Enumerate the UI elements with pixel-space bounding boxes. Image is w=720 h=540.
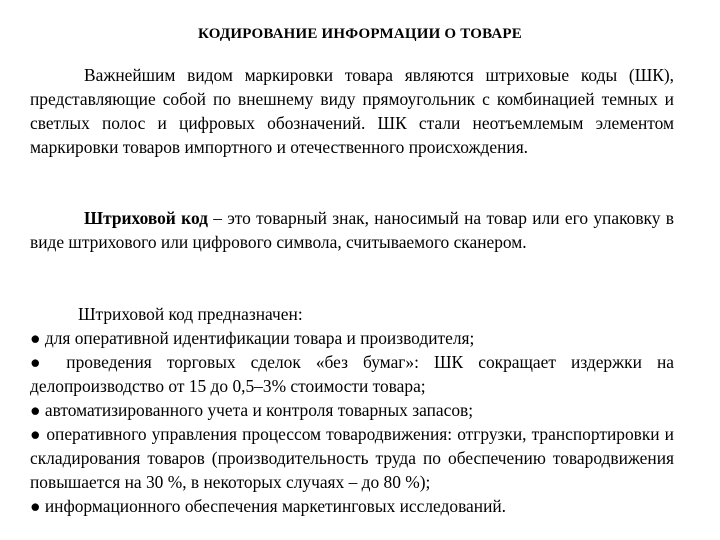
list-item: ● для оперативной идентификации товара и производителя; — [30, 328, 475, 348]
definition-paragraph — [30, 206, 674, 254]
list-item: ● оперативного управления процессом товародвижения: отгрузки, транспортировки и складирования товаров (производительность труда по обеспечению товародвижения повышается на 30 %, в некоторых случаях – до 80 %); — [30, 424, 674, 492]
list-item: ● автоматизированного учета и контроля товарных запасов; — [30, 400, 474, 420]
purpose-section — [30, 302, 674, 518]
intro-paragraph: Важнейшим видом маркировки товара являются штриховые коды (ШК), представляющие собой по внешнему виду прямоугольник с комбинацией темных и светлых полос и цифровых обозначений. ШК стали неотъемлемым элементом маркировки товаров импортного и отечественного происхождения. — [30, 65, 674, 157]
definition-text: – это товарный знак, наносимый на товар или его упаковку в виде штрихового или цифрового символа, считываемого сканером. — [30, 208, 674, 252]
page-title: КОДИРОВАНИЕ ИНФОРМАЦИИ О ТОВАРЕ — [198, 26, 522, 42]
definition-term: Штриховой код — [84, 208, 208, 228]
list-item: ● проведения торговых сделок «без бумаг»: ШК сокращает издержки на делопроизводство от 15 до 0,5–3% стоимости товара; — [30, 352, 674, 396]
list-item: ● информационного обеспечения маркетинговых исследований. — [30, 496, 507, 516]
purpose-lead: Штриховой код предназначен: — [78, 304, 303, 324]
